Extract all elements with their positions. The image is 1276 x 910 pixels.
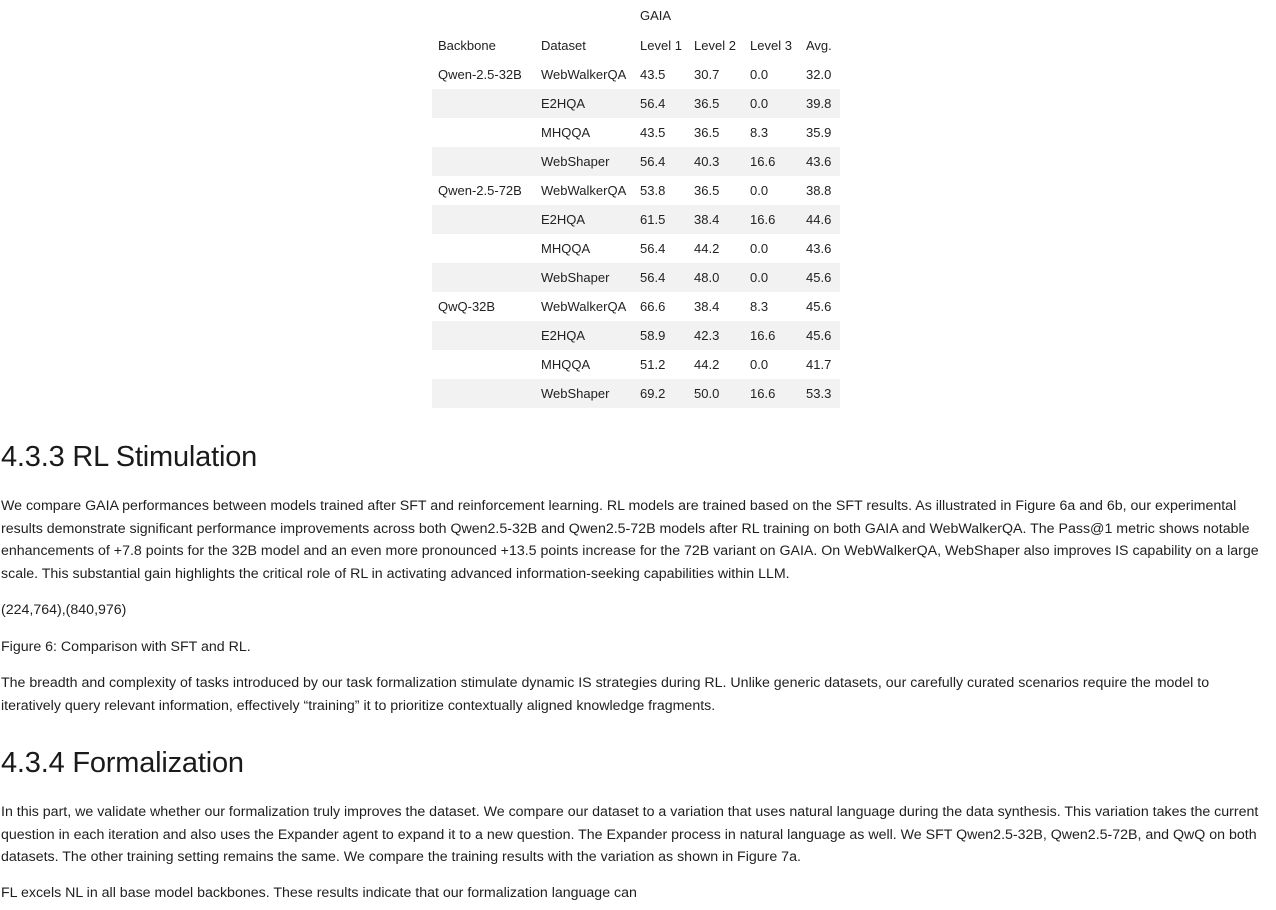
level2-cell: 36.5 — [688, 89, 744, 118]
backbone-cell: QwQ-32B — [438, 299, 496, 314]
avg-cell: 32.0 — [806, 67, 832, 82]
dataset-cell: E2HQA — [535, 205, 634, 234]
backbone-cell: Qwen-2.5-32B — [438, 67, 522, 82]
level1-cell: 56.4 — [634, 263, 688, 292]
avg-cell: 44.6 — [800, 205, 840, 234]
dataset-cell: E2HQA — [535, 321, 634, 350]
table-row — [432, 89, 840, 118]
table-body — [432, 60, 840, 408]
dataset-cell: E2HQA — [535, 89, 634, 118]
table-row — [432, 263, 840, 292]
table-row — [432, 350, 840, 379]
backbone-cell — [432, 350, 535, 379]
level2-cell: 48.0 — [688, 263, 744, 292]
column-header: Dataset — [541, 38, 586, 53]
column-header: Level 3 — [750, 38, 792, 53]
level1-cell: 61.5 — [634, 205, 688, 234]
avg-cell: 45.6 — [800, 321, 840, 350]
backbone-cell: Qwen-2.5-72B — [438, 183, 522, 198]
avg-cell: 43.6 — [800, 147, 840, 176]
results-table-container — [432, 0, 840, 408]
level3-cell: 8.3 — [750, 299, 769, 314]
level2-cell: 42.3 — [688, 321, 744, 350]
table-row — [432, 379, 840, 408]
gaia-group-header: GAIA — [640, 8, 672, 23]
avg-cell: 39.8 — [800, 89, 840, 118]
column-header: Level 2 — [694, 38, 736, 53]
backbone-cell — [432, 89, 535, 118]
table-header-row — [432, 31, 840, 60]
level2-cell: 40.3 — [688, 147, 744, 176]
level1-cell: 51.2 — [640, 357, 666, 372]
table-row — [432, 205, 840, 234]
backbone-cell — [432, 234, 535, 263]
figure-placeholder-coords: (224,764),(840,976) — [1, 602, 127, 618]
level3-cell: 0.0 — [750, 67, 769, 82]
backbone-cell — [432, 147, 535, 176]
table-row — [432, 176, 840, 205]
section-heading-rl-stimulation: 4.3.3 RL Stimulation — [1, 441, 258, 473]
avg-cell: 43.6 — [806, 241, 832, 256]
backbone-cell — [432, 263, 535, 292]
level2-cell: 30.7 — [694, 67, 720, 82]
column-header: Avg. — [806, 38, 832, 53]
avg-cell: 45.6 — [800, 263, 840, 292]
level1-cell: 43.5 — [640, 67, 666, 82]
dataset-cell: WebWalkerQA — [541, 183, 627, 198]
avg-cell: 35.9 — [806, 125, 832, 140]
dataset-cell: WebWalkerQA — [541, 67, 627, 82]
level2-cell: 36.5 — [694, 183, 720, 198]
avg-cell: 41.7 — [806, 357, 832, 372]
level1-cell: 56.4 — [634, 147, 688, 176]
level1-cell: 43.5 — [640, 125, 666, 140]
avg-cell: 53.3 — [800, 379, 840, 408]
dataset-cell: MHQQA — [541, 357, 591, 372]
level2-cell: 44.2 — [694, 241, 720, 256]
level1-cell: 56.4 — [640, 241, 666, 256]
dataset-cell: WebShaper — [535, 379, 634, 408]
dataset-cell: MHQQA — [541, 125, 591, 140]
level3-cell: 0.0 — [744, 89, 800, 118]
backbone-cell — [432, 118, 535, 147]
table-row — [432, 60, 840, 89]
formalization-paragraph-2: FL excels NL in all base model backbones. These results indicate that our formalization language can — [1, 884, 637, 901]
main-content — [1, 430, 1267, 904]
table-row — [432, 321, 840, 350]
level2-cell: 44.2 — [694, 357, 720, 372]
level1-cell: 66.6 — [640, 299, 666, 314]
column-header: Level 1 — [640, 38, 682, 53]
figure-caption: Figure 6: Comparison with SFT and RL. — [1, 638, 251, 655]
level3-cell: 16.6 — [744, 147, 800, 176]
gaia-results-table — [432, 0, 840, 408]
dataset-cell: MHQQA — [541, 241, 591, 256]
avg-cell: 45.6 — [806, 299, 832, 314]
column-header: Backbone — [438, 38, 496, 53]
level3-cell: 8.3 — [750, 125, 769, 140]
table-row — [432, 147, 840, 176]
level2-cell: 36.5 — [694, 125, 720, 140]
backbone-cell — [432, 205, 535, 234]
level1-cell: 69.2 — [634, 379, 688, 408]
table-row — [432, 292, 840, 321]
level3-cell: 16.6 — [744, 321, 800, 350]
backbone-cell — [432, 379, 535, 408]
avg-cell: 38.8 — [806, 183, 832, 198]
level2-cell: 50.0 — [688, 379, 744, 408]
table-super-header-row — [432, 0, 840, 31]
rl-paragraph: We compare GAIA performances between models trained after SFT and reinforcement learning. RL models are trained based on the SFT results. As illustrated in Figure 6a and 6b, our experimental results demonstrate significant performance improvements across both Qwen2.5-32B and Qwen2.5-72B models after RL training on both GAIA and WebWalkerQA. The Pass@1 metric shows notable enhancements of +7.8 points for the 32B model and an even more pronounced +13.5 points increase for the 72B variant on GAIA. On WebWalkerQA, WebShaper also improves IS capability on a large scale. This substantial gain highlights the critical role of RL in activating advanced information-seeking capabilities within LLM. — [1, 498, 1259, 582]
dataset-cell: WebShaper — [535, 147, 634, 176]
level1-cell: 58.9 — [634, 321, 688, 350]
level3-cell: 0.0 — [750, 183, 769, 198]
table-row — [432, 234, 840, 263]
dataset-cell: WebShaper — [535, 263, 634, 292]
level3-cell: 0.0 — [750, 357, 769, 372]
dataset-cell: WebWalkerQA — [541, 299, 627, 314]
formalization-paragraph: In this part, we validate whether our formalization truly improves the dataset. We compare our dataset to a variation that uses natural language during the data synthesis. This variation takes the current question in each iteration and also uses the Expander agent to expand it to a new question. The Expander process in natural language as well. We SFT Qwen2.5-32B, Qwen2.5-72B, and QwQ on both datasets. The other training setting remains the same. We compare the training results with the variation as shown in Figure 7a. — [1, 804, 1259, 865]
level2-cell: 38.4 — [688, 205, 744, 234]
backbone-cell — [432, 321, 535, 350]
level3-cell: 16.6 — [744, 205, 800, 234]
level1-cell: 53.8 — [640, 183, 666, 198]
level3-cell: 0.0 — [750, 241, 769, 256]
level3-cell: 16.6 — [744, 379, 800, 408]
level3-cell: 0.0 — [744, 263, 800, 292]
table-row — [432, 118, 840, 147]
rl-paragraph-2: The breadth and complexity of tasks introduced by our task formalization stimulate dynamic IS strategies during RL. Unlike generic datasets, our carefully curated scenarios require the model to iteratively query relevant information, effectively “training” it to prioritize contextually aligned knowledge fragments. — [1, 675, 1210, 714]
section-heading-formalization: 4.3.4 Formalization — [1, 747, 244, 779]
level1-cell: 56.4 — [634, 89, 688, 118]
level2-cell: 38.4 — [694, 299, 720, 314]
